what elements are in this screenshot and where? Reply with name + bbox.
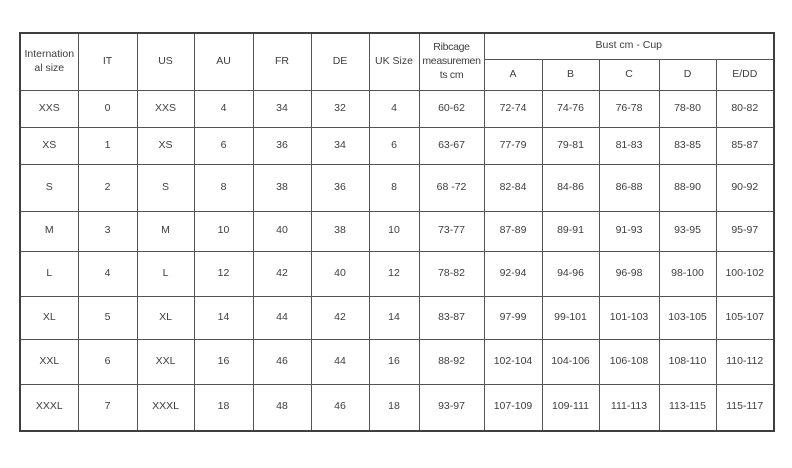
table-cell: 68 -72 [419, 164, 484, 211]
table-cell: 36 [253, 127, 311, 164]
table-cell: 12 [369, 251, 419, 296]
table-cell: 113-115 [659, 384, 716, 431]
table-cell: 108-110 [659, 339, 716, 384]
table-cell: 48 [253, 384, 311, 431]
table-cell: 94-96 [542, 251, 599, 296]
header-row-group [20, 33, 774, 59]
table-cell: 40 [253, 211, 311, 251]
table-cell: 91-93 [599, 211, 659, 251]
col-header-cup-edd: E/DD [716, 59, 774, 90]
table-cell: 4 [78, 251, 137, 296]
table-cell: S [20, 164, 78, 211]
table-cell: 42 [253, 251, 311, 296]
table-cell: 98-100 [659, 251, 716, 296]
table-row [20, 127, 774, 164]
table-cell: 1 [78, 127, 137, 164]
table-cell: 107-109 [484, 384, 542, 431]
table-cell: XXXL [137, 384, 194, 431]
table-cell: 95-97 [716, 211, 774, 251]
table-cell: 46 [311, 384, 369, 431]
table-cell: 83-85 [659, 127, 716, 164]
table-cell: 97-99 [484, 296, 542, 339]
table-cell: 34 [311, 127, 369, 164]
table-cell: 8 [369, 164, 419, 211]
table-cell: XXL [137, 339, 194, 384]
table-cell: 10 [369, 211, 419, 251]
table-cell: 74-76 [542, 90, 599, 127]
table-cell: 6 [369, 127, 419, 164]
table-cell: 72-74 [484, 90, 542, 127]
table-cell: 103-105 [659, 296, 716, 339]
table-cell: 34 [253, 90, 311, 127]
table-cell: 14 [369, 296, 419, 339]
table-cell: 101-103 [599, 296, 659, 339]
table-cell: 44 [311, 339, 369, 384]
table-cell: 80-82 [716, 90, 774, 127]
table-row [20, 251, 774, 296]
table-row [20, 384, 774, 431]
table-cell: 92-94 [484, 251, 542, 296]
col-header-fr: FR [253, 33, 311, 90]
size-table-body [20, 90, 774, 431]
col-header-it: IT [78, 33, 137, 90]
table-cell: 111-113 [599, 384, 659, 431]
table-cell: 10 [194, 211, 253, 251]
table-cell: 38 [253, 164, 311, 211]
table-cell: 63-67 [419, 127, 484, 164]
col-header-au: AU [194, 33, 253, 90]
table-cell: 4 [369, 90, 419, 127]
table-cell: 76-78 [599, 90, 659, 127]
table-cell: 105-107 [716, 296, 774, 339]
table-cell: XS [20, 127, 78, 164]
table-cell: 77-79 [484, 127, 542, 164]
table-cell: 87-89 [484, 211, 542, 251]
table-cell: 38 [311, 211, 369, 251]
table-row [20, 164, 774, 211]
table-cell: 40 [311, 251, 369, 296]
table-header [20, 33, 774, 90]
table-cell: XS [137, 127, 194, 164]
table-cell: 99-101 [542, 296, 599, 339]
size-chart-table [19, 32, 775, 432]
table-cell: 82-84 [484, 164, 542, 211]
table-cell: L [20, 251, 78, 296]
table-cell: 12 [194, 251, 253, 296]
table-cell: XL [137, 296, 194, 339]
table-cell: 83-87 [419, 296, 484, 339]
table-cell: 78-82 [419, 251, 484, 296]
col-header-international-size: International size [20, 33, 78, 90]
table-cell: 93-97 [419, 384, 484, 431]
table-cell: 86-88 [599, 164, 659, 211]
size-chart-container [19, 32, 775, 432]
col-header-ribcage: Ribcage measurements cm [419, 33, 484, 90]
table-cell: XXXL [20, 384, 78, 431]
table-cell: 96-98 [599, 251, 659, 296]
table-cell: 7 [78, 384, 137, 431]
table-cell: 8 [194, 164, 253, 211]
table-cell: 16 [369, 339, 419, 384]
table-row [20, 90, 774, 127]
table-cell: L [137, 251, 194, 296]
table-cell: 32 [311, 90, 369, 127]
table-row [20, 339, 774, 384]
table-row [20, 296, 774, 339]
table-cell: 18 [369, 384, 419, 431]
table-cell: 90-92 [716, 164, 774, 211]
table-cell: 84-86 [542, 164, 599, 211]
table-cell: 44 [253, 296, 311, 339]
table-cell: 102-104 [484, 339, 542, 384]
table-cell: 60-62 [419, 90, 484, 127]
table-cell: 104-106 [542, 339, 599, 384]
table-cell: XL [20, 296, 78, 339]
table-cell: 109-111 [542, 384, 599, 431]
table-cell: 3 [78, 211, 137, 251]
table-cell: 85-87 [716, 127, 774, 164]
table-cell: XXS [20, 90, 78, 127]
table-cell: 106-108 [599, 339, 659, 384]
table-cell: 110-112 [716, 339, 774, 384]
table-cell: 36 [311, 164, 369, 211]
table-row [20, 211, 774, 251]
table-cell: 100-102 [716, 251, 774, 296]
col-header-cup-d: D [659, 59, 716, 90]
table-cell: 93-95 [659, 211, 716, 251]
table-cell: 79-81 [542, 127, 599, 164]
col-header-bust-cup-group: Bust cm - Cup [484, 33, 774, 59]
table-cell: 46 [253, 339, 311, 384]
table-cell: 81-83 [599, 127, 659, 164]
table-cell: XXL [20, 339, 78, 384]
col-header-uk-size: UK Size [369, 33, 419, 90]
col-header-us: US [137, 33, 194, 90]
table-cell: S [137, 164, 194, 211]
table-cell: 4 [194, 90, 253, 127]
table-cell: 18 [194, 384, 253, 431]
table-cell: 16 [194, 339, 253, 384]
table-cell: 5 [78, 296, 137, 339]
table-cell: 2 [78, 164, 137, 211]
table-cell: XXS [137, 90, 194, 127]
col-header-cup-c: C [599, 59, 659, 90]
table-cell: 14 [194, 296, 253, 339]
table-cell: 73-77 [419, 211, 484, 251]
table-cell: 88-90 [659, 164, 716, 211]
table-cell: 89-91 [542, 211, 599, 251]
table-cell: 42 [311, 296, 369, 339]
table-cell: 6 [194, 127, 253, 164]
table-cell: 6 [78, 339, 137, 384]
table-cell: 0 [78, 90, 137, 127]
table-cell: 78-80 [659, 90, 716, 127]
col-header-de: DE [311, 33, 369, 90]
table-cell: 115-117 [716, 384, 774, 431]
col-header-cup-a: A [484, 59, 542, 90]
table-cell: M [20, 211, 78, 251]
table-cell: 88-92 [419, 339, 484, 384]
col-header-cup-b: B [542, 59, 599, 90]
table-cell: M [137, 211, 194, 251]
